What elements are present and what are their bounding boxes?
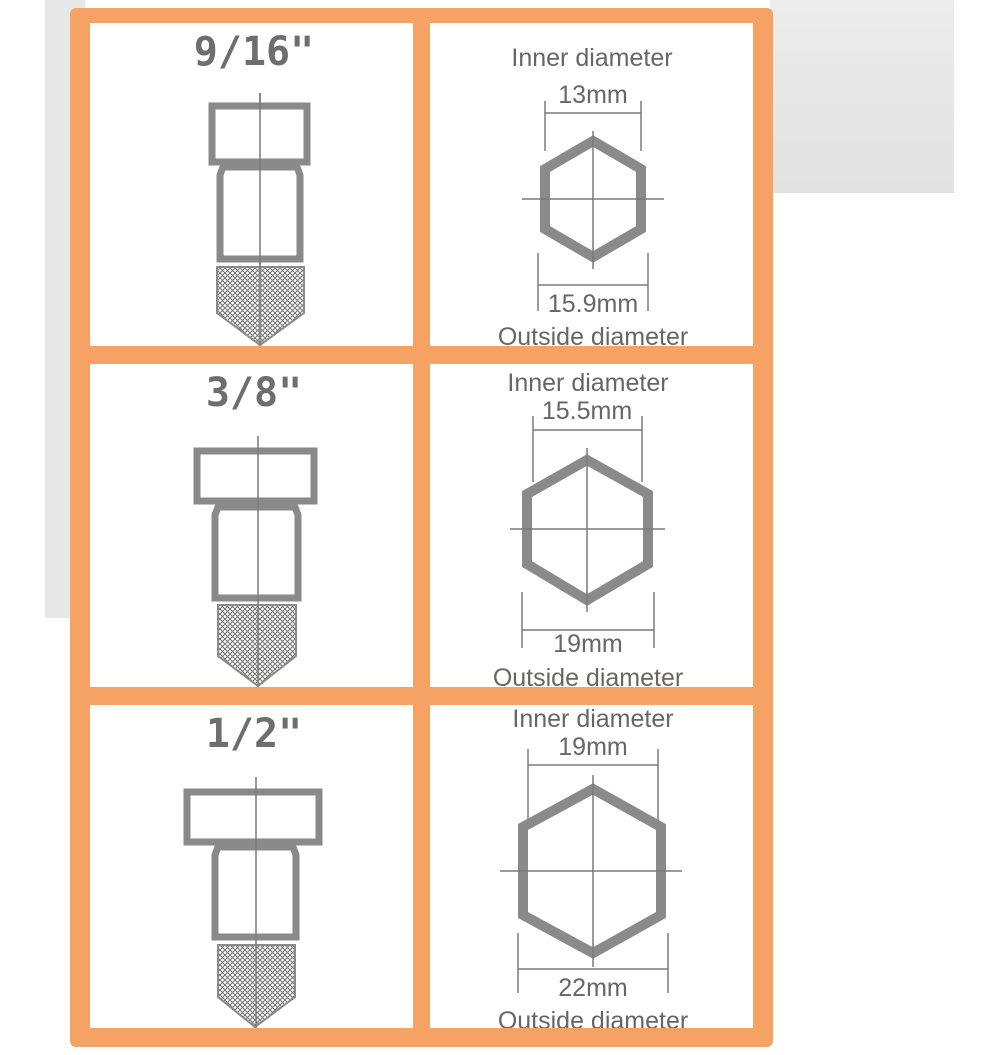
- inner-diameter-value: 19mm: [558, 733, 628, 761]
- size-label: 1/2": [205, 711, 303, 757]
- hex-dimension-drawing: [510, 416, 665, 648]
- outside-diameter-label: Outside diameter: [497, 323, 689, 346]
- cell-fitting-9-16: [90, 23, 413, 346]
- fitting-drawing: [212, 93, 307, 346]
- cell-fitting-1-2: [90, 705, 413, 1028]
- fitting-drawing: [197, 436, 314, 687]
- size-label: 3/8": [205, 370, 303, 416]
- orange-frame: [70, 8, 773, 1047]
- hex-dimension-drawing: [522, 101, 664, 311]
- outside-diameter-label: Outside diameter: [497, 1007, 689, 1028]
- outside-diameter-value: 22mm: [558, 974, 628, 1002]
- inner-diameter-label: Inner diameter: [512, 705, 674, 733]
- cell-hex-3-8: [430, 364, 753, 687]
- outside-diameter-value: 15.9mm: [547, 290, 639, 318]
- inner-diameter-label: Inner diameter: [511, 44, 673, 72]
- outside-diameter-label: Outside diameter: [492, 664, 684, 687]
- outside-diameter-value: 19mm: [553, 630, 623, 658]
- background-panel-right: [770, 0, 954, 193]
- cell-fitting-3-8: [90, 364, 413, 687]
- cell-hex-9-16: [430, 23, 753, 346]
- cell-hex-1-2: [430, 705, 753, 1028]
- size-label: 9/16": [193, 29, 315, 75]
- hex-dimension-drawing: [500, 749, 682, 993]
- inner-diameter-label: Inner diameter: [507, 369, 669, 397]
- fitting-drawing: [187, 777, 319, 1028]
- inner-diameter-value: 13mm: [558, 81, 628, 109]
- inner-diameter-value: 15.5mm: [541, 397, 633, 425]
